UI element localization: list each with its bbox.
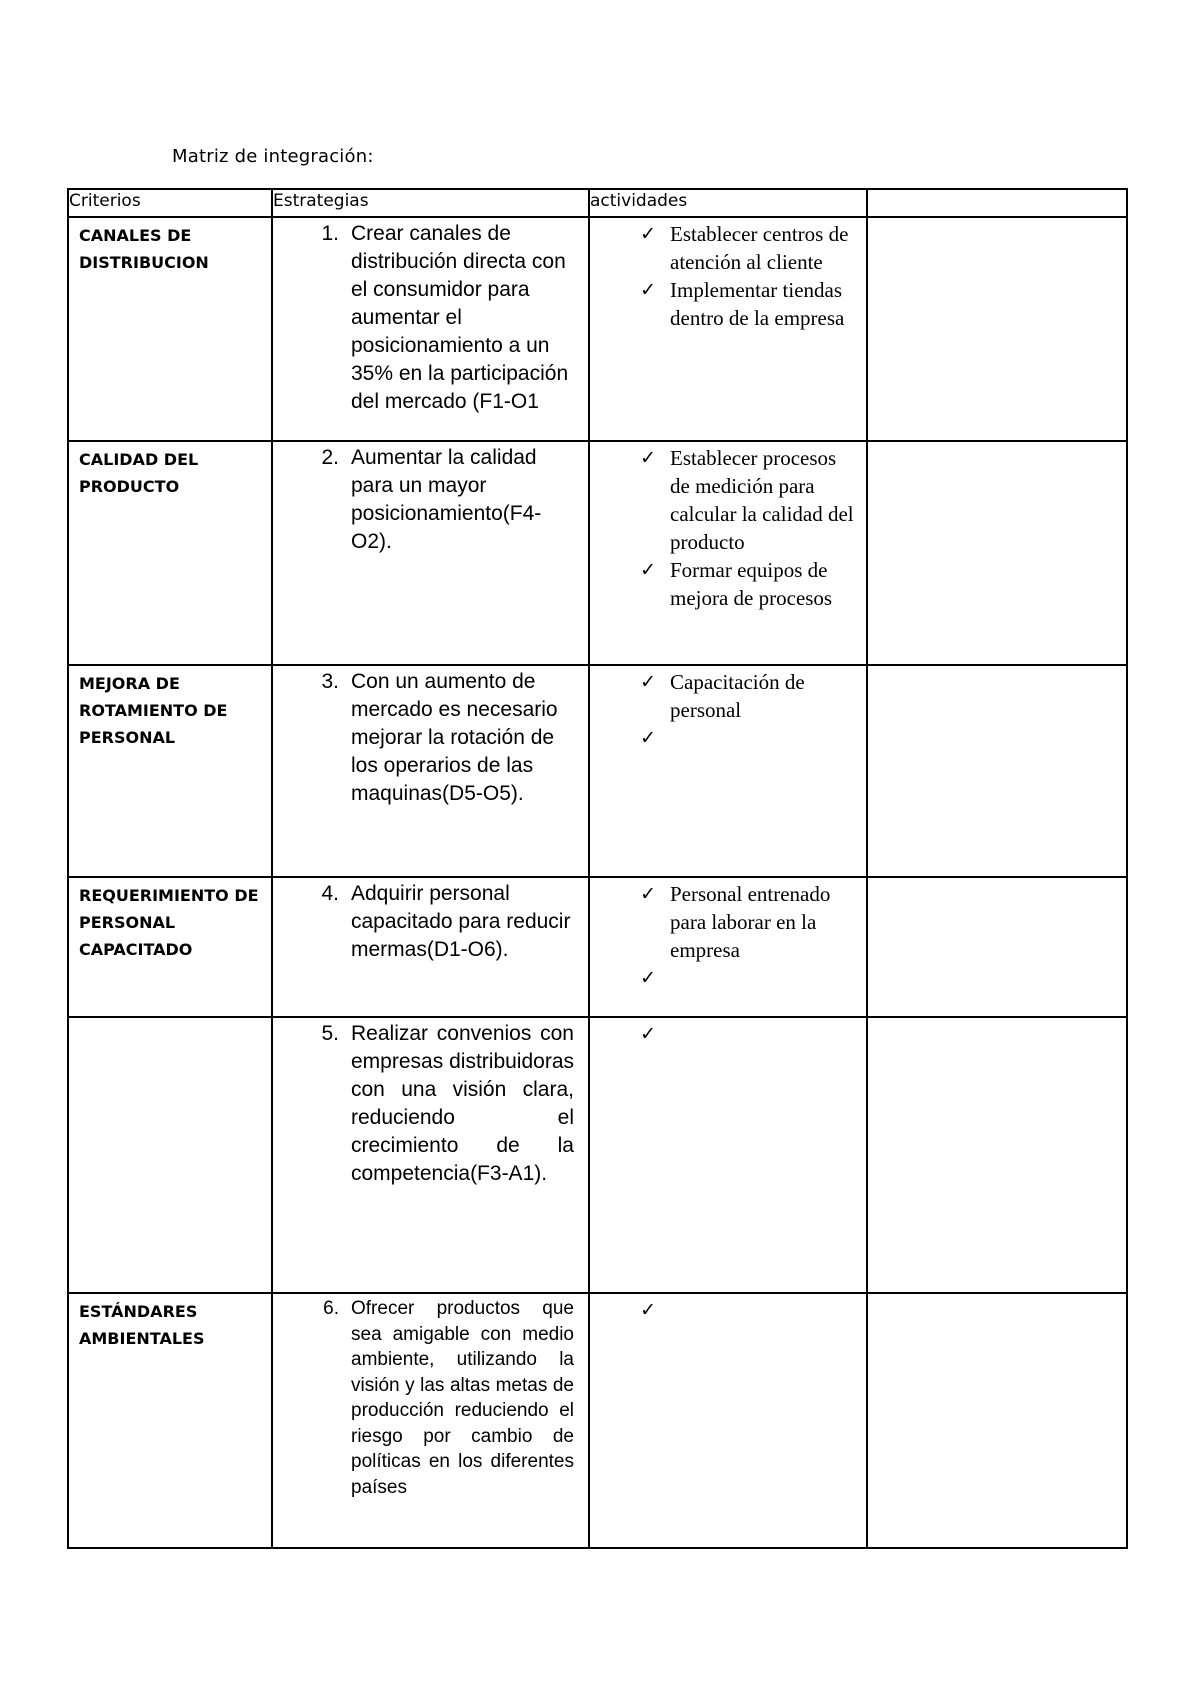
header-actividades: actividades [589, 189, 867, 217]
header-empty [867, 189, 1127, 217]
actividades-cell [589, 1017, 867, 1293]
activity-text: Establecer centros de atención al cliente [670, 222, 849, 274]
strategy-number: 3. [321, 670, 339, 693]
empty-cell [867, 665, 1127, 877]
checkmark-icon: ✓ [640, 727, 656, 749]
strategy-text: Ofrecer productos que sea amigable con medio ambiente, utilizando la visión y las altas metas de producción reduciendo el riesgo por cambio de políticas en los diferentes países [351, 1298, 574, 1498]
checkmark-icon: ✓ [640, 883, 656, 905]
checkmark-icon: ✓ [640, 279, 656, 301]
checkmark-icon: ✓ [640, 1023, 656, 1045]
estrategia-cell [272, 1293, 589, 1548]
activity-text [670, 1020, 858, 1048]
strategy-text: Adquirir personal capacitado para reducir mermas(D1-O6). [351, 882, 571, 961]
strategy-number: 6. [323, 1298, 339, 1319]
checkmark-icon: ✓ [640, 1299, 656, 1321]
estrategia-cell [272, 1017, 589, 1293]
criterio-cell [68, 1017, 272, 1293]
checkmark-icon: ✓ [640, 671, 656, 693]
checkmark-icon: ✓ [640, 559, 656, 581]
header-estrategias: Estrategias [272, 189, 589, 217]
actividades-cell [589, 217, 867, 441]
criterio-text [69, 1018, 271, 1022]
activity-item [590, 1296, 858, 1324]
activity-text: Implementar tiendas dentro de la empresa [670, 278, 845, 330]
activity-text: Capacitación de personal [670, 670, 805, 722]
activity-text [670, 724, 858, 752]
activity-item [590, 1020, 858, 1048]
strategy-number: 4. [321, 882, 339, 905]
activity-text [670, 1296, 858, 1324]
empty-cell [867, 1017, 1127, 1293]
criterio-cell [68, 1293, 272, 1548]
table-row [68, 665, 1127, 877]
criterio-cell [68, 877, 272, 1017]
document-title: Matriz de integración: [172, 146, 374, 167]
activity-text: Establecer procesos de medición para calcular la calidad del producto [670, 446, 854, 554]
activity-item [590, 220, 858, 276]
activity-item [590, 276, 858, 332]
strategy-text: Aumentar la calidad para un mayor posicionamiento(F4-O2). [351, 446, 542, 553]
strategy-text: Con un aumento de mercado es necesario mejorar la rotación de los operarios de las maquinas(D5-O5). [351, 670, 558, 805]
integration-matrix-table [67, 188, 1128, 1549]
strategy-number: 2. [321, 446, 339, 469]
checkmark-icon: ✓ [640, 447, 656, 469]
criterio-text: CALIDAD DEL PRODUCTO [79, 450, 199, 496]
header-criterios: Criterios [68, 189, 272, 217]
actividades-cell [589, 877, 867, 1017]
empty-cell [867, 1293, 1127, 1548]
table-row [68, 1293, 1127, 1548]
criterio-text: CANALES DE DISTRIBUCION [79, 226, 209, 272]
actividades-cell [589, 665, 867, 877]
empty-cell [867, 217, 1127, 441]
criterio-text: MEJORA DE ROTAMIENTO DE PERSONAL [79, 674, 228, 747]
empty-cell [867, 877, 1127, 1017]
activity-item [590, 724, 858, 752]
activity-text: Personal entrenado para laborar en la empresa [670, 882, 831, 962]
criterio-cell [68, 441, 272, 665]
strategy-text: Crear canales de distribución directa con el consumidor para aumentar el posicionamiento a un 35% en la participación del mercado (F1-O1 [351, 222, 569, 413]
activity-text [670, 964, 858, 992]
table-row [68, 441, 1127, 665]
checkmark-icon: ✓ [640, 223, 656, 245]
table-row [68, 1017, 1127, 1293]
activity-item [590, 880, 858, 964]
activity-item [590, 668, 858, 724]
table-row [68, 877, 1127, 1017]
strategy-number: 5. [321, 1022, 339, 1045]
criterio-cell [68, 217, 272, 441]
estrategia-cell [272, 877, 589, 1017]
checkmark-icon: ✓ [640, 967, 656, 989]
activity-item [590, 444, 858, 556]
estrategia-cell [272, 665, 589, 877]
activity-item [590, 556, 858, 612]
actividades-cell [589, 441, 867, 665]
table-header-row [68, 189, 1127, 217]
empty-cell [867, 441, 1127, 665]
estrategia-cell [272, 441, 589, 665]
criterio-text: ESTÁNDARES AMBIENTALES [79, 1302, 205, 1348]
activity-item [590, 964, 858, 992]
table-row [68, 217, 1127, 441]
activity-text: Formar equipos de mejora de procesos [670, 558, 833, 610]
criterio-text: REQUERIMIENTO DE PERSONAL CAPACITADO [79, 886, 259, 959]
actividades-cell [589, 1293, 867, 1548]
criterio-cell [68, 665, 272, 877]
strategy-text: Realizar convenios con empresas distribuidoras con una visión clara, reduciendo el crecimiento de la competencia(F3-A1). [351, 1022, 574, 1185]
strategy-number: 1. [321, 222, 339, 245]
estrategia-cell [272, 217, 589, 441]
